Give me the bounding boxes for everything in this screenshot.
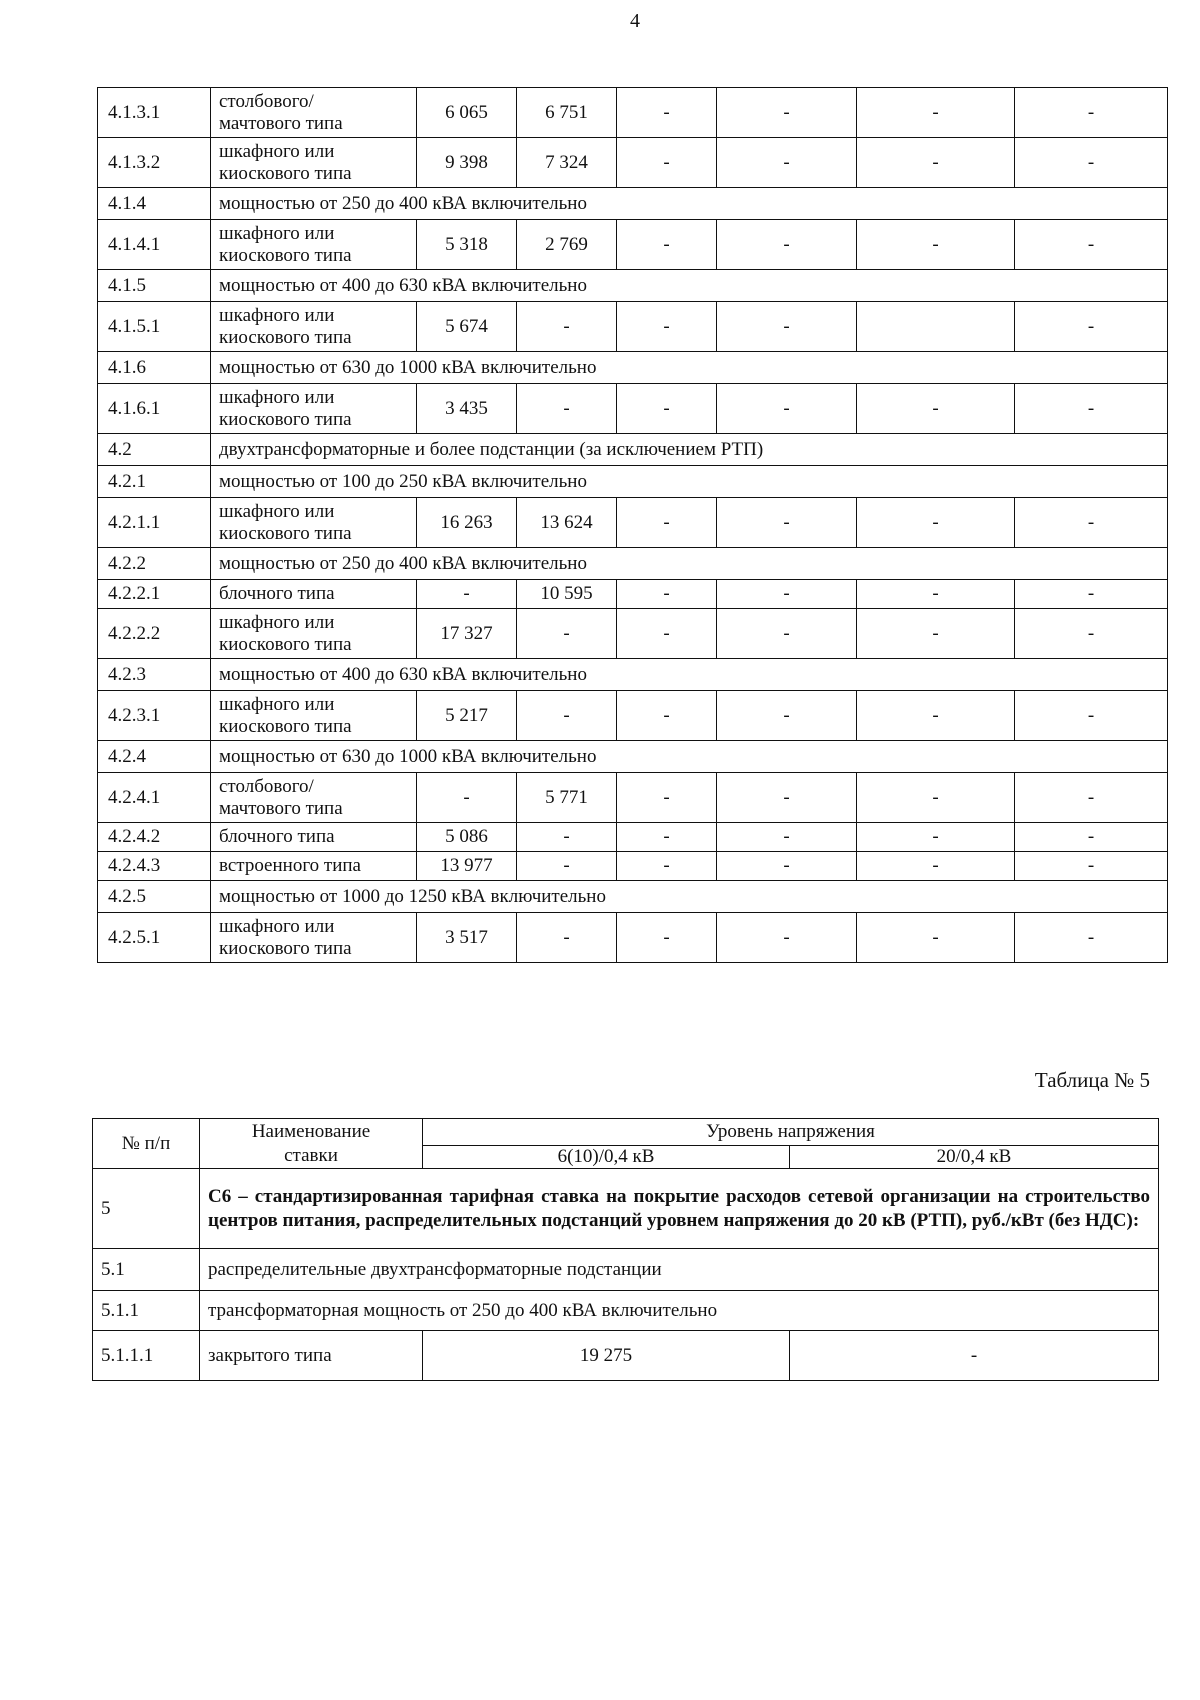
substation-type-line-2: мачтового типа bbox=[219, 797, 343, 819]
page-number: 4 bbox=[630, 10, 640, 32]
table-row bbox=[98, 302, 1168, 352]
value-cell: - bbox=[857, 498, 1015, 548]
substation-type-line-1: шкафного или bbox=[219, 915, 335, 937]
table-row bbox=[98, 352, 1168, 384]
table-row bbox=[98, 773, 1168, 823]
substation-type-line-2: киоскового типа bbox=[219, 522, 352, 544]
value-cell: 7 324 bbox=[517, 138, 617, 188]
value-cell: 5 674 bbox=[417, 302, 517, 352]
table-row bbox=[98, 659, 1168, 691]
row-number: 4.2.4.3 bbox=[98, 852, 211, 881]
table-row bbox=[98, 852, 1168, 881]
value-cell: - bbox=[417, 773, 517, 823]
value-cell: 13 977 bbox=[417, 852, 517, 881]
substation-type-line-1: шкафного или bbox=[219, 140, 335, 162]
value-cell: - bbox=[717, 384, 857, 434]
value-cell: - bbox=[717, 773, 857, 823]
table-row bbox=[98, 138, 1168, 188]
value-cell: 5 771 bbox=[517, 773, 617, 823]
rate-name: закрытого типа bbox=[200, 1331, 423, 1381]
value-cell: 3 517 bbox=[417, 913, 517, 963]
table-row bbox=[98, 220, 1168, 270]
table-row bbox=[98, 580, 1168, 609]
value-cell: - bbox=[857, 580, 1015, 609]
value-cell: - bbox=[857, 852, 1015, 881]
value-cell: - bbox=[617, 138, 717, 188]
rate-description: С6 – стандартизированная тарифная ставка на покрытие расходов сетевой организации на строительство центров питания, распределительных подстанций уровнем напряжения до 20 кВ (РТП), руб./кВт (без НДС): bbox=[200, 1169, 1159, 1249]
section-label: мощностью от 250 до 400 кВА включительно bbox=[211, 188, 1168, 220]
column-header-number: № п/п bbox=[93, 1119, 200, 1169]
section-label: мощностью от 1000 до 1250 кВА включительно bbox=[211, 881, 1168, 913]
section-label: мощностью от 100 до 250 кВА включительно bbox=[211, 466, 1168, 498]
value-cell: - bbox=[617, 609, 717, 659]
value-cell: - bbox=[857, 138, 1015, 188]
substation-type: блочного типа bbox=[211, 823, 417, 852]
value-cell: - bbox=[717, 580, 857, 609]
row-number: 4.2.2.2 bbox=[98, 609, 211, 659]
table-row bbox=[98, 270, 1168, 302]
value-cell: 6 065 bbox=[417, 88, 517, 138]
value-cell: - bbox=[617, 913, 717, 963]
column-header-voltage-1: 6(10)/0,4 кВ bbox=[423, 1146, 790, 1169]
section-label: мощностью от 630 до 1000 кВА включительно bbox=[211, 352, 1168, 384]
column-header-name-line-1: Наименование bbox=[251, 1120, 371, 1142]
value-cell: - bbox=[717, 913, 857, 963]
value-cell: - bbox=[1015, 691, 1168, 741]
value-cell: - bbox=[1015, 138, 1168, 188]
substation-type bbox=[211, 773, 417, 823]
row-number: 4.2.5 bbox=[98, 881, 211, 913]
value-cell: - bbox=[1015, 580, 1168, 609]
row-number: 4.2.5.1 bbox=[98, 913, 211, 963]
tariff-table-5 bbox=[92, 1118, 1159, 1381]
value-cell: - bbox=[717, 138, 857, 188]
substation-type-line-2: мачтового типа bbox=[219, 112, 343, 134]
substation-type-line-1: шкафного или bbox=[219, 693, 335, 715]
table-5-header-row bbox=[93, 1119, 1159, 1146]
substation-type-line-1: столбового/ bbox=[219, 775, 314, 797]
value-cell: 2 769 bbox=[517, 220, 617, 270]
value-cell: - bbox=[1015, 220, 1168, 270]
value-cell: 6 751 bbox=[517, 88, 617, 138]
table-row bbox=[98, 913, 1168, 963]
table-row bbox=[98, 188, 1168, 220]
value-cell: - bbox=[1015, 88, 1168, 138]
value-cell: - bbox=[1015, 823, 1168, 852]
substation-type bbox=[211, 220, 417, 270]
section-label: мощностью от 400 до 630 кВА включительно bbox=[211, 659, 1168, 691]
value-cell: - bbox=[1015, 852, 1168, 881]
value-cell: - bbox=[1015, 773, 1168, 823]
row-number: 4.2 bbox=[98, 434, 211, 466]
substation-type-line-1: столбового/ bbox=[219, 90, 314, 112]
section-label: трансформаторная мощность от 250 до 400 кВА включительно bbox=[200, 1291, 1159, 1331]
row-number: 4.1.5.1 bbox=[98, 302, 211, 352]
substation-type-line-2: киоскового типа bbox=[219, 244, 352, 266]
substation-type-line-2: киоскового типа bbox=[219, 162, 352, 184]
substation-type-line-2: киоскового типа bbox=[219, 633, 352, 655]
table-row bbox=[98, 88, 1168, 138]
substation-type bbox=[211, 302, 417, 352]
value-cell: - bbox=[857, 913, 1015, 963]
value-cell: - bbox=[617, 384, 717, 434]
table-row bbox=[98, 823, 1168, 852]
value-cell bbox=[857, 302, 1015, 352]
value-cell: - bbox=[717, 498, 857, 548]
value-cell: - bbox=[617, 773, 717, 823]
tariff-table-4-body bbox=[98, 88, 1168, 963]
value-cell: - bbox=[857, 823, 1015, 852]
row-number: 5 bbox=[93, 1169, 200, 1249]
value-cell: 13 624 bbox=[517, 498, 617, 548]
value-cell: - bbox=[1015, 609, 1168, 659]
table-row bbox=[93, 1249, 1159, 1291]
table-row bbox=[98, 434, 1168, 466]
value-cell: - bbox=[857, 691, 1015, 741]
value-cell: - bbox=[1015, 913, 1168, 963]
value-cell: - bbox=[517, 384, 617, 434]
value-cell: - bbox=[717, 823, 857, 852]
value-cell: 9 398 bbox=[417, 138, 517, 188]
substation-type-line-1: шкафного или bbox=[219, 500, 335, 522]
substation-type bbox=[211, 498, 417, 548]
table-row bbox=[98, 466, 1168, 498]
table-row bbox=[98, 609, 1168, 659]
value-cell: - bbox=[517, 302, 617, 352]
value-cell: - bbox=[617, 580, 717, 609]
value-cell: - bbox=[857, 384, 1015, 434]
substation-type-line-1: шкафного или bbox=[219, 386, 335, 408]
substation-type-line-1: шкафного или bbox=[219, 222, 335, 244]
value-cell: - bbox=[1015, 384, 1168, 434]
substation-type-line-2: киоскового типа bbox=[219, 408, 352, 430]
substation-type bbox=[211, 609, 417, 659]
substation-type bbox=[211, 384, 417, 434]
row-number: 4.2.4.2 bbox=[98, 823, 211, 852]
value-cell: 5 318 bbox=[417, 220, 517, 270]
value-cell: - bbox=[617, 691, 717, 741]
row-number: 4.2.1.1 bbox=[98, 498, 211, 548]
value-cell: - bbox=[717, 609, 857, 659]
section-label: мощностью от 630 до 1000 кВА включительно bbox=[211, 741, 1168, 773]
value-cell: - bbox=[617, 302, 717, 352]
row-number: 4.1.5 bbox=[98, 270, 211, 302]
value-cell: - bbox=[617, 220, 717, 270]
value-cell: - bbox=[617, 823, 717, 852]
value-cell: - bbox=[617, 88, 717, 138]
row-number: 4.1.3.2 bbox=[98, 138, 211, 188]
row-number: 4.1.4.1 bbox=[98, 220, 211, 270]
substation-type: блочного типа bbox=[211, 580, 417, 609]
substation-type-line-2: киоскового типа bbox=[219, 937, 352, 959]
value-cell: - bbox=[717, 691, 857, 741]
table-row bbox=[98, 498, 1168, 548]
value-cell: - bbox=[857, 220, 1015, 270]
value-cell: - bbox=[517, 852, 617, 881]
table-5-title: Таблица № 5 bbox=[1034, 1068, 1150, 1092]
value-cell: - bbox=[1015, 302, 1168, 352]
row-number: 4.1.6 bbox=[98, 352, 211, 384]
table-row bbox=[98, 691, 1168, 741]
row-number: 4.2.4.1 bbox=[98, 773, 211, 823]
value-cell: 16 263 bbox=[417, 498, 517, 548]
table-row bbox=[98, 881, 1168, 913]
substation-type bbox=[211, 691, 417, 741]
section-label: мощностью от 250 до 400 кВА включительно bbox=[211, 548, 1168, 580]
table-row bbox=[98, 548, 1168, 580]
value-cell: - bbox=[617, 498, 717, 548]
value-cell: - bbox=[717, 88, 857, 138]
row-number: 4.2.4 bbox=[98, 741, 211, 773]
value-cell: - bbox=[857, 773, 1015, 823]
value-cell: - bbox=[617, 852, 717, 881]
table-row bbox=[93, 1291, 1159, 1331]
row-number: 4.2.1 bbox=[98, 466, 211, 498]
row-number: 4.1.4 bbox=[98, 188, 211, 220]
column-header-name-line-2: ставки bbox=[284, 1144, 338, 1166]
substation-type-line-1: шкафного или bbox=[219, 304, 335, 326]
substation-type: встроенного типа bbox=[211, 852, 417, 881]
row-number: 5.1.1.1 bbox=[93, 1331, 200, 1381]
value-cell: 5 086 bbox=[417, 823, 517, 852]
table-row bbox=[93, 1331, 1159, 1381]
value-cell: - bbox=[517, 691, 617, 741]
column-header-voltage-2: 20/0,4 кВ bbox=[790, 1146, 1159, 1169]
substation-type-line-2: киоскового типа bbox=[219, 715, 352, 737]
substation-type-line-2: киоскового типа bbox=[219, 326, 352, 348]
tariff-table-4 bbox=[97, 87, 1168, 963]
value-cell: - bbox=[857, 609, 1015, 659]
row-number: 5.1.1 bbox=[93, 1291, 200, 1331]
row-number: 4.2.3.1 bbox=[98, 691, 211, 741]
row-number: 4.2.3 bbox=[98, 659, 211, 691]
substation-type-line-1: шкафного или bbox=[219, 611, 335, 633]
row-number: 4.2.2 bbox=[98, 548, 211, 580]
value-cell: - bbox=[517, 823, 617, 852]
column-header-name bbox=[200, 1119, 423, 1169]
value-cell: - bbox=[1015, 498, 1168, 548]
value-cell: - bbox=[517, 609, 617, 659]
section-label: двухтрансформаторные и более подстанции (за исключением РТП) bbox=[211, 434, 1168, 466]
substation-type bbox=[211, 88, 417, 138]
value-cell: - bbox=[517, 913, 617, 963]
substation-type bbox=[211, 913, 417, 963]
value-cell: - bbox=[717, 220, 857, 270]
value-cell: - bbox=[417, 580, 517, 609]
value-cell: 3 435 bbox=[417, 384, 517, 434]
section-label: мощностью от 400 до 630 кВА включительно bbox=[211, 270, 1168, 302]
value-cell: 5 217 bbox=[417, 691, 517, 741]
column-header-voltage-level: Уровень напряжения bbox=[423, 1119, 1159, 1146]
value-cell: 17 327 bbox=[417, 609, 517, 659]
value-cell: - bbox=[857, 88, 1015, 138]
substation-type bbox=[211, 138, 417, 188]
table-row bbox=[98, 384, 1168, 434]
value-cell: 10 595 bbox=[517, 580, 617, 609]
section-label: распределительные двухтрансформаторные подстанции bbox=[200, 1249, 1159, 1291]
row-number: 5.1 bbox=[93, 1249, 200, 1291]
row-number: 4.2.2.1 bbox=[98, 580, 211, 609]
row-number: 4.1.6.1 bbox=[98, 384, 211, 434]
value-cell: - bbox=[717, 302, 857, 352]
row-number: 4.1.3.1 bbox=[98, 88, 211, 138]
value-cell: 19 275 bbox=[423, 1331, 790, 1381]
value-cell: - bbox=[717, 852, 857, 881]
table-row bbox=[98, 741, 1168, 773]
table-row bbox=[93, 1169, 1159, 1249]
value-cell: - bbox=[790, 1331, 1159, 1381]
